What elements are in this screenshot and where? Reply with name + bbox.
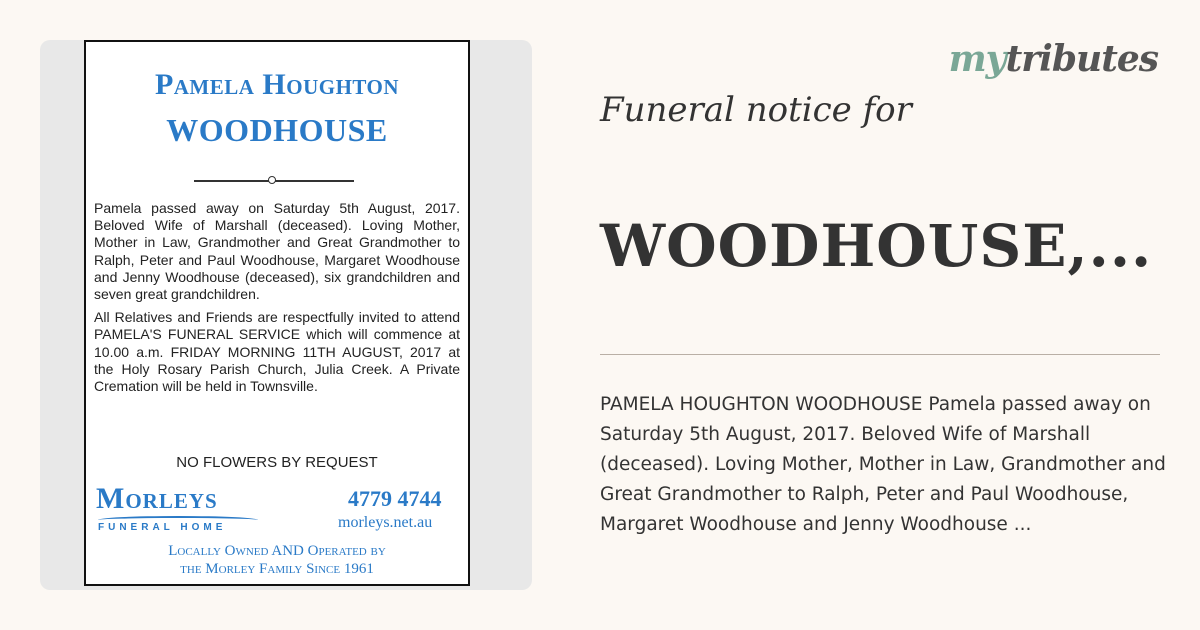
tagline-line-2: the Morley Family Since 1961 bbox=[180, 561, 374, 577]
notice-excerpt: PAMELA HOUGHTON WOODHOUSE Pamela passed away on Saturday 5th August, 2017. Beloved Wife of Marshall (deceased). Loving Mother, Mother in Law, Grandmother and Great Grandmother to Ralph, Peter and Paul Woodhouse, Margaret Woodhouse and Jenny Woodhouse ... bbox=[600, 394, 1166, 535]
deceased-surname: WOODHOUSE,... bbox=[600, 212, 1153, 280]
page-heading: Funeral notice for bbox=[600, 90, 912, 130]
morleys-logo: Morleys bbox=[96, 482, 218, 515]
brand-my: my bbox=[948, 38, 1006, 80]
ornament-dot-icon bbox=[268, 176, 276, 184]
mytributes-logo[interactable] bbox=[949, 38, 1158, 80]
notice-body bbox=[94, 200, 460, 401]
no-flowers-text: NO FLOWERS BY REQUEST bbox=[176, 454, 378, 471]
brand-tributes: tributes bbox=[1005, 38, 1158, 80]
section-divider bbox=[600, 354, 1160, 355]
notice-paragraph-2: All Relatives and Friends are respectfully invited to attend PAMELA'S FUNERAL SERVICE which will commence at 10.00 a.m. FRIDAY MORNING 11TH AUGUST, 2017 at the Holy Rosary Parish Church, Julia Creek. A Private Cremation will be held in Townsville. bbox=[94, 309, 460, 395]
funeral-home-website: morleys.net.au bbox=[338, 514, 433, 531]
notice-image-panel bbox=[40, 40, 532, 590]
notice-name-line1: Pamela Houghton bbox=[154, 68, 400, 101]
funeral-home-tagline bbox=[86, 542, 468, 578]
ornament-divider bbox=[194, 180, 354, 182]
funeral-notice-image bbox=[84, 40, 470, 586]
funeral-home-label: FUNERAL HOME bbox=[98, 522, 227, 533]
tagline-line-1: Locally Owned AND Operated by bbox=[168, 543, 386, 559]
notice-name-line2: WOODHOUSE bbox=[166, 112, 388, 148]
funeral-home-phone: 4779 4744 bbox=[348, 486, 442, 511]
notice-paragraph-1: Pamela passed away on Saturday 5th August, 2017. Beloved Wife of Marshall (deceased). Loving Mother, Mother in Law, Grandmother and Great Grandmother to Ralph, Peter and Paul Woodhouse, Margaret Woodhouse and Jenny Woodhouse (deceased), six grandchildren and seven great grandchildren. bbox=[94, 200, 460, 303]
